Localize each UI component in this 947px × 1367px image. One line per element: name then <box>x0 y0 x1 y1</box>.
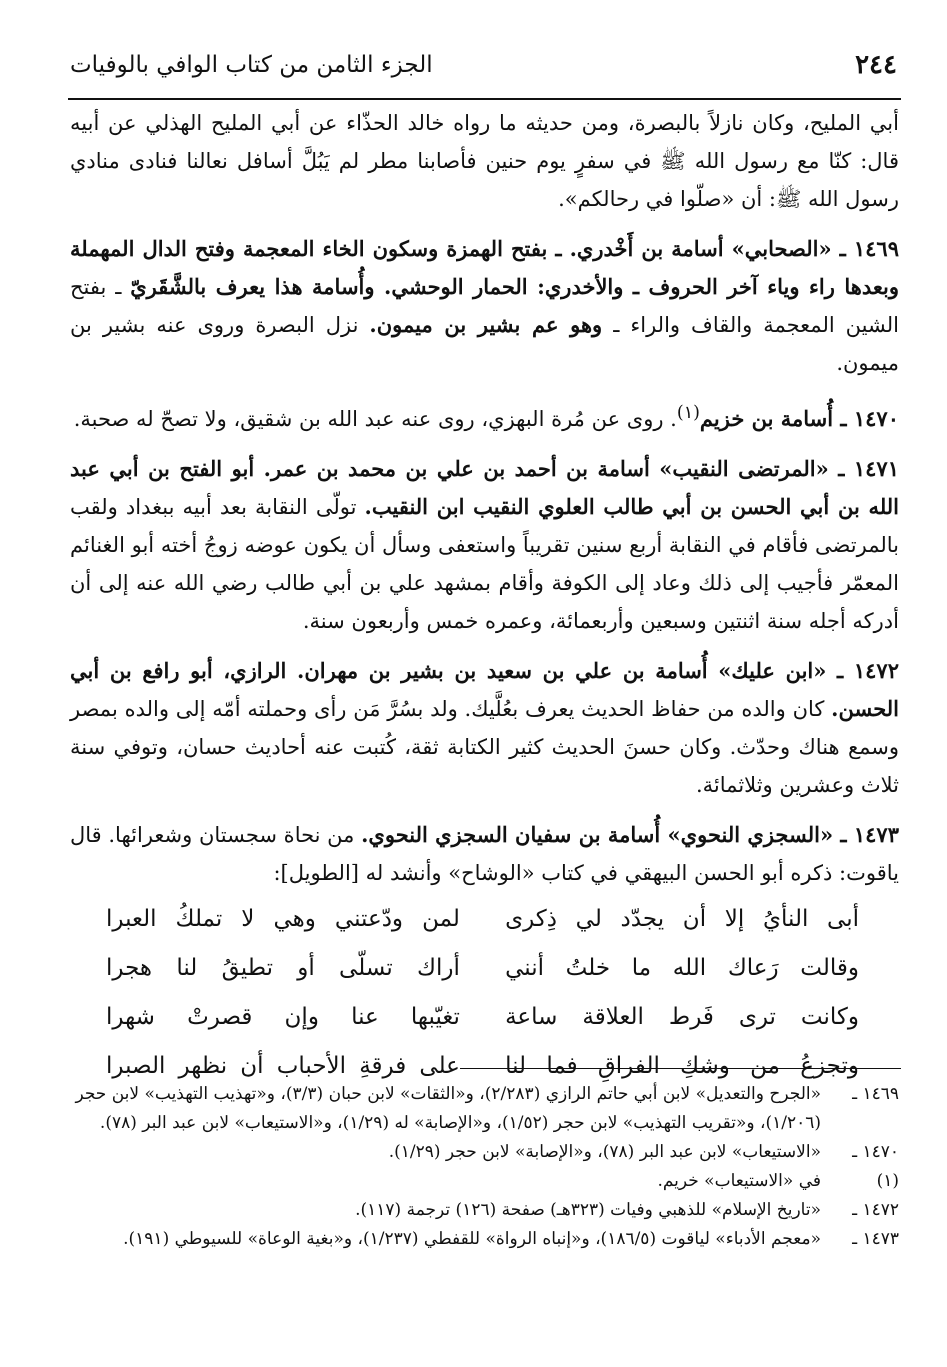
entry-1470-text: . روى عن مُرة البهزي، روى عنه عبد الله بن شقيق، ولا تصحّ له صحبة. <box>73 407 677 431</box>
verse-first-hemistich: وتجزعُ من وشكِ الفراقِ فما لنا <box>505 1052 859 1079</box>
header-rule <box>68 98 901 100</box>
entry-1469-bold-2: وهو عم بشير بن ميمون. <box>369 312 603 337</box>
footnote-number: ١٤٧٣ ـ <box>852 1229 899 1249</box>
verse-first-hemistich: وقالت رَعاك الله ما خلتُ أنني <box>505 954 859 981</box>
intro-paragraph: أبي المليح، وكان نازلاً بالبصرة، ومن حديثه ما رواه خالد الحذّاء عن أبي المليح الهذلي عن أبيه قال: كنّا مع رسول الله ﷺ في سفرٍ يوم حنين فأصابنا مطر لم يَبُلَّ أسافل نعالنا فنادى منادي رسول الله ﷺ: أن «صلّوا في رحالكم». <box>70 111 899 211</box>
footnote-number: (١) <box>876 1171 899 1191</box>
entry-1472 <box>70 652 899 804</box>
entry-1469-heading: ١٤٦٩ ـ «الصحابي» أسامة بن أَخْدري. ـ بفتح الهمزة وسكون الخاء المعجمة وفتح الدال المهملة وبعدها راء وياء آخر الحروف ـ والأخدري: الحمار الوحشي. وأُسامة هذا يعرف بالشَّقَريّ <box>70 236 899 299</box>
footnote <box>70 1196 899 1225</box>
entry-1473 <box>70 816 899 892</box>
page-header <box>70 40 897 90</box>
verse-first-hemistich: وكانت ترى فَرط العلاقة ساعة <box>505 1003 859 1030</box>
entry-1472-heading: ١٤٧٢ ـ «ابن عليك» أُسامة بن علي بن سعيد بن بشير بن مهران. الرازي، أبو رافع بن أبي الحسن. <box>70 658 899 721</box>
footnote-marker: (١) <box>676 403 700 423</box>
footnote-number: ١٤٧٢ ـ <box>852 1200 899 1220</box>
footnote-text: في «الاستيعاب» خريم. <box>657 1171 821 1191</box>
page-number: ٢٤٤ <box>855 50 897 80</box>
footnote <box>70 1167 899 1196</box>
footnote <box>70 1138 899 1167</box>
footnote <box>70 1225 899 1254</box>
poem-verse <box>70 992 899 1041</box>
footnote-text: «الجرح والتعديل» لابن أبي حاتم الرازي (٢/٢٨٣)، و«الثقات» لابن حبان (٣/٣)، و«تهذيب التهذيب» لابن حجر (١/٢٠٦)، و«تقريب التهذيب» لابن حجر (١/٥٢)، و«الإصابة» له (١/٢٩)، و«الاستيعاب» لابن عبد البر (٧٨). <box>75 1084 821 1133</box>
entry-1471-text: تولّى النقابة بعد أبيه ببغداد ولقب بالمرتضى فأقام في النقابة أربع سنين تقريباً واستعفى وسأل أن يكون عوضه زوجُ أخته أبو الغنائم المعمّر فأجيب إلى ذلك وعاد إلى الكوفة وأقام بمشهد علي بن أبي طالب رضي الله عنه إلى أن أدركه أجله سنة اثنتين وسبعين وأربعمائة، وعمره خمس وأربعون سنة. <box>70 495 899 633</box>
verse-second-hemistich: على فرقةِ الأحباب أن نظهر الصبرا <box>106 1052 460 1079</box>
entry-1473-text: من نحاة سجستان وشعرائها. قال ياقوت: ذكره أبو الحسن البيهقي في كتاب «الوشاح» وأنشد له [الطويل]: <box>70 823 899 885</box>
footnote-text: «معجم الأدباء» لياقوت (١٨٦/٥)، و«إنباه الرواة» للقفطي (١/٢٣٧)، و«بغية الوعاة» للسيوطي (١٩١). <box>123 1229 821 1249</box>
footnotes <box>70 1080 899 1254</box>
entry-1471 <box>70 450 899 640</box>
poem-verse <box>70 943 899 992</box>
verse-second-hemistich: تغيّبها عنا وإن قصرتْ شهرا <box>106 1003 460 1030</box>
verse-second-hemistich: أراك تسلّى أو تطيقُ لنا هجرا <box>106 954 460 981</box>
entry-1473-heading: ١٤٧٣ ـ «السجزي النحوي» أُسامة بن سفيان السجزي النحوي. <box>361 822 899 847</box>
entry-1472-text: كان والده من حفاظ الحديث يعرف بعُلَّيك. ولد بسُرَّ مَن رأى وحملته أمّه إلى والده بمصر وسمع هناك وحدّث. وكان حسنَ الحديث كثير الكتابة ثقة، كُتبت عنه أحاديث حسان، وتوفي سنة ثلاث وعشرين وثلاثمائة. <box>70 697 899 797</box>
verse-first-hemistich: أبى النأيُ إلا أن يجدّد لي ذِكرى <box>505 905 859 932</box>
footnote <box>70 1080 899 1138</box>
footnote-number: ١٤٧٠ ـ <box>852 1142 899 1162</box>
poem <box>70 894 899 1090</box>
footnote-text: «تاريخ الإسلام» للذهبي وفيات (٣٢٣هـ) صفحة (١٢٦) ترجمة (١١٧). <box>355 1200 821 1220</box>
footnote-text: «الاستيعاب» لابن عبد البر (٧٨)، و«الإصابة» لابن حجر (١/٢٩). <box>388 1142 821 1162</box>
entry-1469 <box>70 230 899 382</box>
footnote-rule <box>460 1068 901 1069</box>
entry-1469-text-2: نزل البصرة وروى عنه بشير بن ميمون. <box>70 313 899 375</box>
footnote-number: ١٤٦٩ ـ <box>852 1084 899 1104</box>
entry-1470 <box>70 394 899 438</box>
entry-1470-heading: ١٤٧٠ ـ أُسامة بن خزيم <box>699 406 899 431</box>
verse-second-hemistich: لمن ودّعتني وهي لا تملكُ العبرا <box>106 905 460 932</box>
main-text <box>70 104 899 1090</box>
entry-1471-heading: ١٤٧١ ـ «المرتضى النقيب» أسامة بن أحمد بن علي بن محمد بن عمر. أبو الفتح بن أبي عبد الله بن أبي الحسن بن أبي طالب العلوي النقيب ابن النقيب. <box>70 456 900 519</box>
entry-1469-text: ـ بفتح الشين المعجمة والقاف والراء ـ <box>70 275 899 337</box>
running-title: الجزء الثامن من كتاب الوافي بالوفيات <box>70 52 433 78</box>
poem-verse <box>70 894 899 943</box>
